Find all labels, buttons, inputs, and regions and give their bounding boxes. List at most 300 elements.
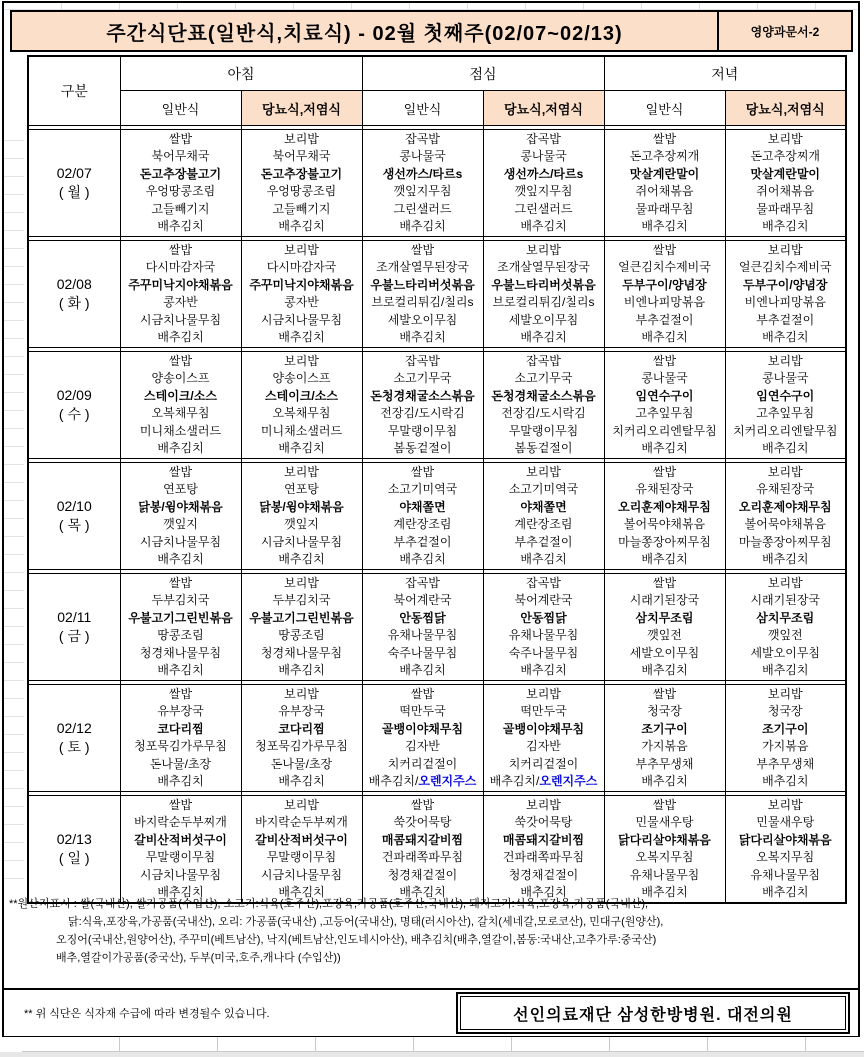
menu-item: 우엉땅콩조림 [145,184,216,198]
day-row [28,352,846,459]
menu-item: 얼큰김치수제비국 [618,260,711,274]
menu-item: 쥐어채볶음 [756,184,815,198]
menu-item: 보리밥 [526,797,561,812]
menu-item: 배추김치 [157,663,204,677]
weekday-label: ( 월 ) [58,184,90,200]
date-cell [28,352,120,459]
menu-cell [604,241,725,348]
menu-item: 쌀밥 [168,575,193,590]
origin-line: 닭:식육,포장육,가공품(국내산), 오리: 가공품(국내산) ,고등어(국내산), 명태(러시아산), 갈치(세네갈,모로코산), 민대구(원양산), [68,916,664,928]
menu-item: 김자반 [526,739,561,753]
menu-item: 바지락순두부찌개 [134,815,227,829]
subheader-regular: 일반식 [604,91,725,126]
menu-main-dish: 안동찜닭 [399,610,446,625]
menu-item: 보리밥 [284,464,319,479]
menu-cell [362,352,483,459]
menu-item: 두부김치국 [151,593,210,607]
menu-item: 잡곡밥 [405,131,440,146]
menu-main-dish: 생선까스/타르s [503,166,584,181]
menu-item: 무말랭이무침 [266,850,337,864]
menu-item: 콩나물국 [520,149,567,163]
menu-item: 배추김치 [278,219,325,233]
menu-cell [483,130,604,237]
menu-item: 배추김치 [762,441,809,455]
menu-item: 시래기된장국 [629,593,700,607]
menu-item: 치커리겉절이 [508,756,579,771]
menu-cell [483,796,604,904]
menu-main-dish: 주꾸미낙지야채볶음 [249,277,354,292]
menu-item: 떡만두국 [520,704,567,718]
menu-item: 시금치나물무침 [139,867,222,882]
menu-item: 고추잎무침 [756,406,815,420]
menu-item: 청국장 [647,704,682,718]
menu-item: 청경채겉절이 [387,867,458,882]
menu-item [363,773,483,791]
menu-item: 배추김치 [157,774,204,788]
menu-cell [725,463,846,570]
menu-main-dish: 우불느타리버섯볶음 [491,277,596,292]
menu-table [27,55,847,904]
menu-item: 김자반 [405,739,440,753]
day-row [28,685,846,792]
menu-item: 전장김/도시락김 [501,406,586,420]
menu-item: 오복채무침 [151,406,210,420]
menu-main-dish: 코다리찜 [278,721,325,736]
menu-item: 배추김치 [278,663,325,677]
menu-item: 세발오이무침 [750,645,821,660]
subheader-diet: 당뇨식,저염식 [483,91,604,126]
menu-item: 쌀밥 [652,131,677,146]
menu-item: 연포탕 [163,482,198,496]
menu-item: 유채나물무침 [508,628,579,642]
menu-item: 배추김치 [278,885,325,899]
date-label: 02/07 [56,165,92,181]
menu-cell [241,130,362,237]
menu-item: 보리밥 [767,575,803,590]
menu-item: 유채나물무침 [629,867,700,882]
menu-item: 브로컬리튀김/칠리s [492,295,595,309]
origin-line: 배추,열갈이가공품(중국산), 두부(미국,호주,캐나다 (수입산)) [56,952,341,964]
menu-cell [120,685,241,792]
menu-item: 잡곡밥 [526,131,561,146]
menu-cell [483,685,604,792]
menu-item: 배추김치 [520,219,567,233]
menu-item: 고들빼기지 [272,201,331,216]
doc-number: 영양과문서-2 [717,12,851,50]
menu-item: 마늘쫑장아찌무침 [618,534,711,549]
subheader-diet: 당뇨식,저염식 [725,91,846,126]
date-cell [28,685,120,792]
weekday-label: ( 토 ) [58,739,90,755]
menu-item: 쌀밥 [410,464,435,479]
menu-item: 보리밥 [526,464,561,479]
menu-item: 배추김치 [399,552,446,566]
menu-cell [362,463,483,570]
note-row [4,988,858,1036]
menu-item: 청경채겉절이 [508,867,579,882]
menu-main-dish: 골뱅이야채무침 [502,721,585,736]
menu-item: 배추김치 [762,552,809,566]
menu-main-dish: 맛살계란말이 [750,166,821,181]
meal-header-dinner: 저녁 [604,56,846,91]
menu-main-dish: 조기구이 [641,721,688,736]
menu-item: 쌀밥 [168,131,193,146]
date-cell [28,796,120,904]
menu-item: 돈나물/초장 [149,756,212,771]
menu-item: 잡곡밥 [405,353,440,368]
menu-main-dish: 우불느타리버섯볶음 [370,277,475,292]
menu-cell [362,685,483,792]
menu-main-dish: 임연수구이 [756,388,815,403]
date-label: 02/08 [56,276,92,292]
menu-item: 콩나물국 [399,149,446,163]
menu-item: 깻잎지무침 [514,184,573,198]
menu-item: 돈나물/초장 [270,756,333,771]
menu-item: 양송이스프 [272,371,331,385]
meal-header-breakfast: 아침 [120,56,362,91]
menu-item: 볼어묵야채볶음 [623,517,706,531]
weekday-label: ( 금 ) [58,628,90,644]
weekday-label: ( 화 ) [58,295,90,311]
menu-item: 다시마감자국 [266,260,337,274]
menu-cell [725,796,846,904]
menu-item: 북어무채국 [151,149,210,163]
menu-item: 유채된장국 [635,482,694,496]
menu-item: 쌀밥 [652,464,677,479]
menu-main-dish: 우불고기그린빈볶음 [128,610,233,625]
sheet [2,1,860,1038]
menu-item: 돈고추장찌개 [629,149,700,163]
title-bar [10,10,853,52]
origin-info [4,895,858,967]
menu-item: 배추김치 [157,330,204,344]
menu-main-dish: 우불고기그린빈볶음 [249,610,354,625]
menu-item: 쌀밥 [410,242,435,257]
menu-item: 배추김치 [157,885,204,899]
menu-item: 부추겉절이 [635,312,694,327]
menu-cell [604,685,725,792]
menu-item: 소고기무국 [393,371,452,385]
menu-item: 보리밥 [767,464,803,479]
menu-cell [362,796,483,904]
menu-main-dish: 스테이크/소스 [144,388,217,403]
menu-item: 깻잎지 [163,517,198,531]
menu-item: 청포묵김가루무침 [134,739,227,753]
menu-cell [604,130,725,237]
menu-cell [725,130,846,237]
menu-cell [725,685,846,792]
date-cell [28,463,120,570]
menu-main-dish: 임연수구이 [635,388,694,403]
menu-item: 잡곡밥 [526,575,561,590]
menu-item: 시금치나물무침 [260,312,343,327]
menu-item: 우엉땅콩조림 [266,184,337,198]
subheader-regular: 일반식 [120,91,241,126]
menu-item: 청경채나물무침 [139,645,222,660]
menu-main-dish: 돈청경채굴소스볶음 [370,388,475,403]
page-title: 주간식단표(일반식,치료식) - 02월 첫째주(02/07~02/13) [106,22,623,45]
menu-item: 유부장국 [157,704,204,718]
menu-item: 오복지무침 [635,850,694,864]
menu-item: 가지볶음 [762,739,809,753]
menu-cell [725,241,846,348]
menu-item: 민물새우탕 [635,815,694,829]
menu-item: 쌀밥 [168,353,193,368]
menu-main-dish: 두부구이/양념장 [622,277,707,292]
menu-item: 계란장조림 [393,517,452,531]
menu-cell [483,241,604,348]
menu-cell [241,352,362,459]
menu-item: 배추김치 [641,219,688,233]
date-label: 02/13 [56,831,92,847]
menu-cell [483,574,604,681]
menu-item: 그린샐러드 [514,201,573,216]
menu-item: 치커리오리엔탈무침 [612,423,717,438]
menu-item-highlight: 오렌지주스 [418,774,477,788]
menu-item: 브로컬리튀김/칠리s [371,295,474,309]
day-row [28,463,846,570]
menu-cell [604,352,725,459]
menu-item: 시래기된장국 [750,593,821,607]
menu-item: 오복지무침 [756,850,815,864]
menu-cell [604,463,725,570]
menu-item-text: 배추김치/ [368,774,419,788]
menu-item: 보리밥 [526,242,561,257]
menu-cell [241,241,362,348]
menu-item: 북어무채국 [272,149,331,163]
menu-cell [120,241,241,348]
menu-item: 보리밥 [767,686,803,701]
menu-item: 깻잎지무침 [393,184,452,198]
menu-item: 양송이스프 [151,371,210,385]
menu-item: 부추겉절이 [393,534,452,549]
menu-item: 쥐어채볶음 [635,184,694,198]
menu-item: 배추김치 [157,552,204,566]
menu-item: 배추김치 [399,885,446,899]
menu-item: 배추김치 [278,552,325,566]
menu-main-dish: 주꾸미낙지야채볶음 [128,277,233,292]
menu-item: 쌀밥 [652,686,677,701]
menu-item: 청국장 [767,704,803,718]
menu-item: 배추김치 [641,552,688,566]
menu-item: 보리밥 [284,242,319,257]
menu-item: 치커리겉절이 [387,756,458,771]
menu-item: 쌀밥 [652,575,677,590]
menu-item: 유채나물무침 [387,628,458,642]
menu-item: 건파래쪽파무침 [502,850,585,864]
date-label: 02/12 [56,720,92,736]
menu-item: 배추김치 [278,330,325,344]
menu-item: 배추김치 [520,663,567,677]
menu-item: 얼큰김치수제비국 [738,260,832,274]
menu-main-dish: 갈비산적버섯구이 [134,832,227,847]
menu-main-dish: 오리훈제야채무침 [738,499,832,514]
menu-main-dish: 닭다리살야채볶음 [618,832,711,847]
menu-item: 배추김치 [278,441,325,455]
menu-item: 떡만두국 [399,704,446,718]
menu-main-dish: 갈비산적버섯구이 [255,832,348,847]
menu-item: 세발오이무침 [387,312,458,327]
menu-item: 배추김치 [641,774,688,788]
menu-item: 가지볶음 [641,739,688,753]
menu-item: 콩자반 [284,295,319,309]
date-label: 02/11 [57,609,92,625]
menu-item: 배추김치 [157,441,204,455]
menu-item: 쑥갓어묵탕 [393,815,452,829]
menu-item: 보리밥 [767,797,803,812]
weekday-label: ( 목 ) [58,517,90,533]
menu-item: 보리밥 [284,353,319,368]
menu-cell [362,241,483,348]
menu-item: 보리밥 [284,131,319,146]
day-row [28,241,846,348]
menu-item: 북어계란국 [514,593,573,607]
menu-item: 땅콩조림 [278,628,325,642]
menu-item: 마늘쫑장아찌무침 [738,534,832,549]
menu-item: 부추겉절이 [514,534,573,549]
spreadsheet-gridlines-bottom [0,1037,864,1057]
menu-cell [241,463,362,570]
menu-item: 잡곡밥 [526,353,561,368]
menu-item: 콩나물국 [641,371,688,385]
menu-cell [120,130,241,237]
date-label: 02/09 [56,387,92,403]
menu-item: 쌀밥 [168,242,193,257]
menu-main-dish: 두부구이/양념장 [743,277,828,292]
menu-main-dish: 닭봉/윙야채볶음 [259,499,344,514]
menu-main-dish: 골뱅이야채무침 [381,721,464,736]
menu-main-dish: 야채쫄면 [399,499,446,514]
menu-cell [725,574,846,681]
hospital-name: 선인의료재단 삼성한방병원. 대전의원 [460,996,846,1030]
menu-item: 땅콩조림 [157,628,204,642]
menu-item: 돈고추장찌개 [750,149,821,163]
menu-cell [362,574,483,681]
menu-main-dish: 매콤돼지갈비찜 [502,832,585,847]
day-row [28,796,846,904]
menu-item: 고추잎무침 [635,406,694,420]
menu-item: 부추무생채 [756,756,815,771]
meal-header-lunch: 점심 [362,56,604,91]
menu-item: 다시마감자국 [145,260,216,274]
menu-cell [120,463,241,570]
menu-item: 세발오이무침 [629,645,700,660]
menu-cell [725,352,846,459]
menu-main-dish: 삼치무조림 [635,610,694,625]
menu-item: 배추김치 [399,219,446,233]
menu-item: 물파래무침 [756,201,815,216]
menu-item: 보리밥 [767,131,803,146]
menu-cell [483,463,604,570]
menu-item: 보리밥 [767,242,803,257]
menu-main-dish: 오리훈제야채무침 [618,499,711,514]
menu-item: 조개살열무된장국 [497,260,590,274]
menu-item: 북어계란국 [393,593,452,607]
menu-main-dish: 닭다리살야채볶음 [738,832,832,847]
menu-item: 세발오이무침 [508,312,579,327]
weekday-label: ( 일 ) [58,850,90,866]
menu-item: 쌀밥 [652,797,677,812]
menu-item: 배추김치 [641,663,688,677]
menu-item: 깻잎전 [767,628,803,642]
date-cell [28,130,120,237]
menu-item: 물파래무침 [635,201,694,216]
menu-cell [120,574,241,681]
menu-main-dish: 돈청경채굴소스볶음 [491,388,596,403]
gridline-cells [22,1037,864,1052]
menu-item: 배추김치 [520,885,567,899]
change-notice: ** 위 식단은 식자재 수급에 따라 변경될수 있습니다. [24,1008,270,1020]
menu-item: 시금치나물무침 [139,534,222,549]
menu-item: 전장김/도시락김 [380,406,465,420]
corner-header: 구분 [28,56,120,126]
menu-item: 쌀밥 [652,242,677,257]
subheader-regular: 일반식 [362,91,483,126]
menu-item: 볼어묵야채볶음 [744,517,826,531]
menu-item: 유채나물무침 [750,867,821,882]
menu-item: 소고기무국 [514,371,573,385]
menu-item: 숙주나물무침 [508,645,579,660]
menu-main-dish: 코다리찜 [157,721,204,736]
menu-item: 건파래쪽파무침 [381,850,464,864]
menu-main-dish: 조기구이 [762,721,809,736]
menu-item-highlight: 오렌지주스 [539,774,598,788]
menu-item: 봄동겉절이 [393,441,452,455]
date-cell [28,574,120,681]
menu-item: 보리밥 [284,686,319,701]
origin-line: 오징어(국내산,원양어산), 주꾸미(베트남산), 낙지(베트남산,인도네시아산), 배추김치(배추,열갈이,봄동:국내산,고추가루:중국산) [56,934,657,946]
menu-item: 바지락순두부찌개 [255,815,348,829]
menu-item-text: 배추김치/ [489,774,540,788]
menu-item: 청포묵김가루무침 [255,739,348,753]
menu-item: 숙주나물무침 [387,645,458,660]
menu-item [484,773,604,791]
menu-item: 배추김치 [762,330,809,344]
menu-item: 쌀밥 [168,686,193,701]
menu-item: 배추김치 [399,330,446,344]
menu-item: 유채된장국 [756,482,815,496]
menu-item: 쌀밥 [168,797,193,812]
menu-item: 무말랭이무침 [387,423,458,438]
menu-cell [120,796,241,904]
menu-cell [604,574,725,681]
menu-main-dish: 매콤돼지갈비찜 [381,832,464,847]
menu-main-dish: 스테이크/소스 [265,388,338,403]
menu-item: 고들빼기지 [151,201,210,216]
menu-item: 깻잎지 [284,517,319,531]
day-row [28,574,846,681]
menu-item: 배추김치 [762,663,809,677]
menu-item: 깻잎전 [647,628,682,642]
menu-item: 미니채소샐러드 [139,423,222,438]
menu-item: 오복채무침 [272,406,331,420]
date-cell [28,241,120,348]
menu-item: 무말랭이무침 [145,850,216,864]
menu-item: 배추김치 [641,885,688,899]
menu-item: 배추김치 [520,552,567,566]
menu-item: 콩나물국 [762,371,809,385]
menu-item: 연포탕 [284,482,319,496]
menu-item: 시금치나물무침 [139,312,222,327]
menu-main-dish: 야채쫄면 [520,499,567,514]
menu-item: 쌀밥 [410,686,435,701]
menu-item: 잡곡밥 [405,575,440,590]
menu-item: 배추김치 [399,663,446,677]
menu-item: 비엔나피망볶음 [623,295,706,309]
menu-main-dish: 생선까스/타르s [382,166,463,181]
menu-main-dish: 돈고추장불고기 [260,166,343,181]
spreadsheet-gridlines-left [4,123,24,887]
